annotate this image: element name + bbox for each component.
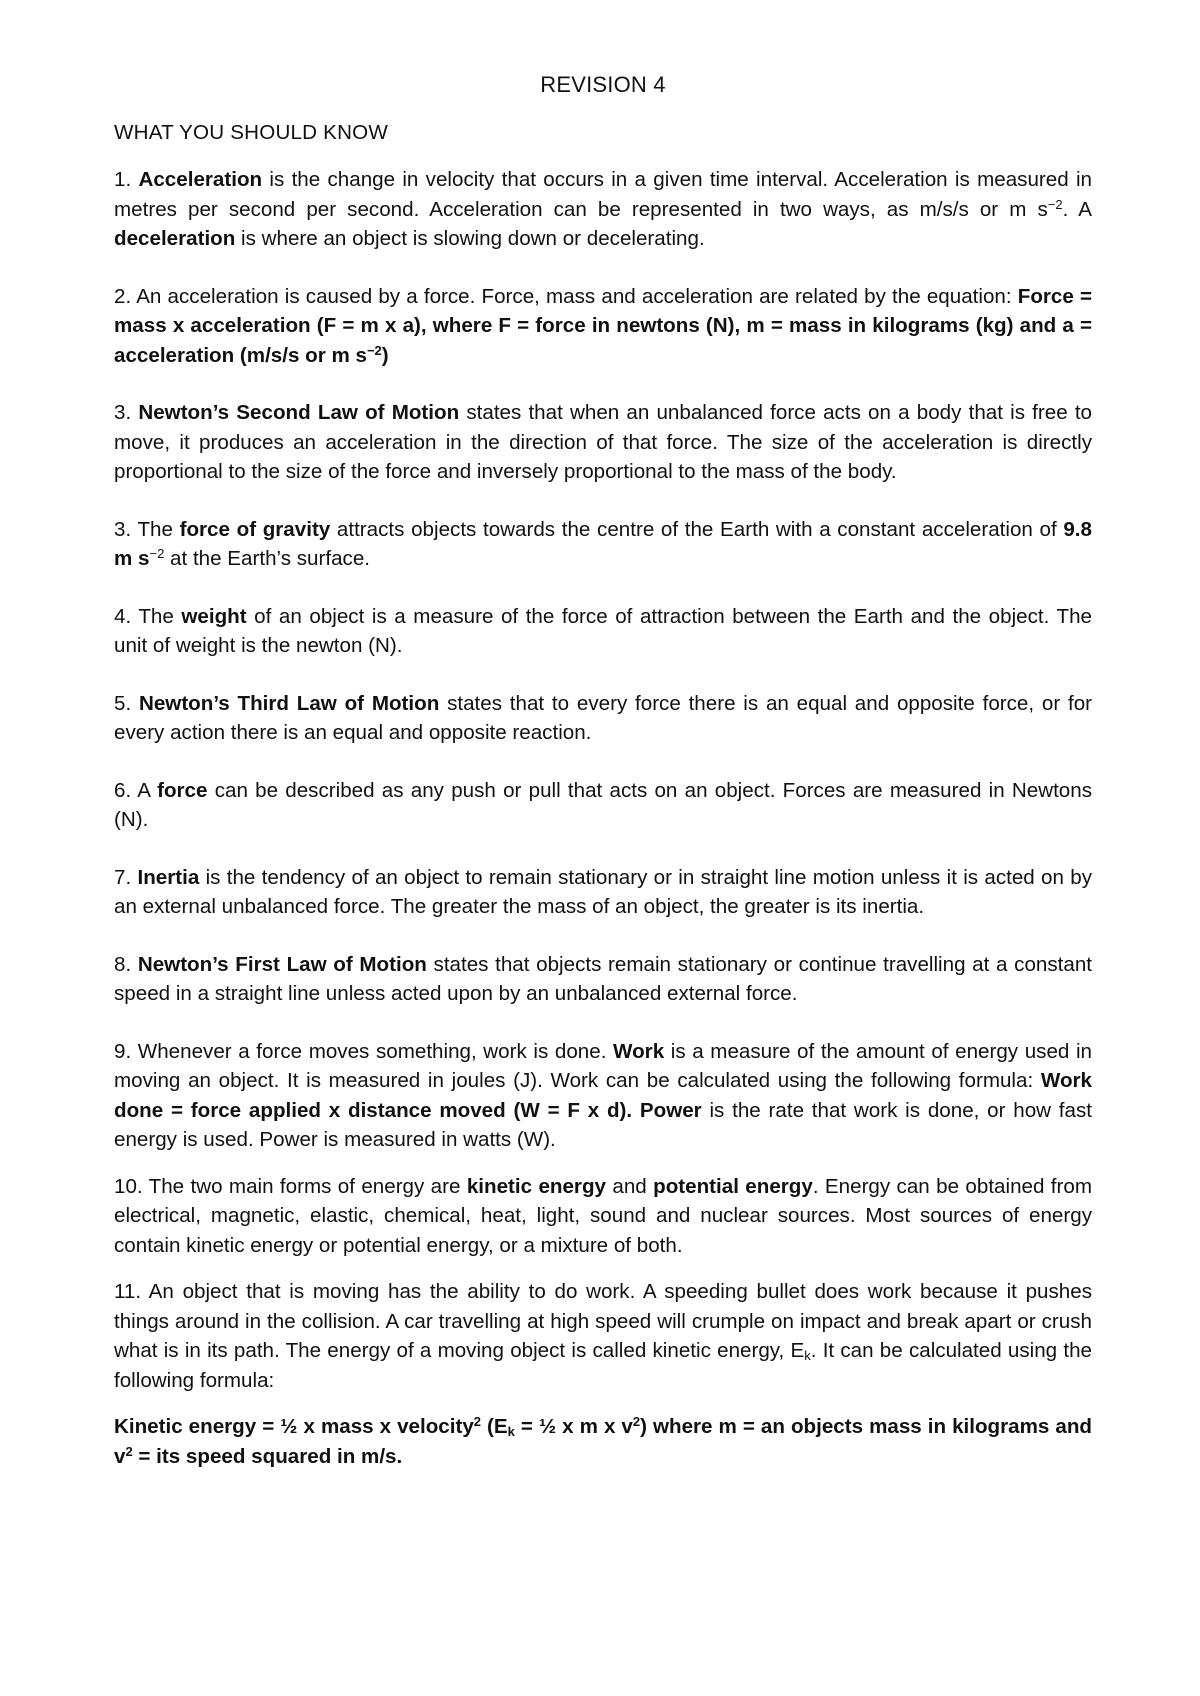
text-run: is where an object is slowing down or decelerating. — [235, 227, 705, 250]
bold-text: Acceleration — [138, 168, 263, 191]
bold-text: potential energy — [653, 1174, 813, 1198]
text-run: 2. An acceleration is caused by a force. Force, mass and acceleration are related by the equation: — [114, 284, 1018, 308]
paragraph — [114, 282, 1092, 371]
paragraph — [114, 1412, 1092, 1471]
bold-text: 2 — [125, 1443, 133, 1459]
text-run: 11. An object that is moving has the ability to do work. A speeding bullet does work because it pushes things around in the collision. A car travelling at high speed will crumple on impact and break apart or crush what is in its path. The energy of a moving object is called kinetic energy, E — [114, 1280, 1092, 1362]
text-run: . It can be calculated using the following formula: — [114, 1339, 1092, 1392]
bold-text: = ½ x m x v — [514, 1415, 633, 1438]
bold-text: (E — [481, 1415, 508, 1438]
paragraph — [114, 689, 1092, 748]
bold-text: ) — [381, 343, 389, 367]
bold-text: Work — [613, 1039, 665, 1063]
text-run: 9. Whenever a force moves something, work is done. — [114, 1039, 614, 1063]
text-run: k — [804, 1348, 811, 1363]
paragraph — [114, 950, 1092, 1009]
text-run: . A — [1062, 197, 1092, 221]
text-run: −2 — [149, 546, 165, 561]
text-run: attracts objects towards the centre of the Earth with a constant acceleration of — [330, 517, 1064, 541]
paragraph — [114, 1037, 1092, 1155]
text-run: states that to every force there is an equal and opposite force, or for every action there is an equal and opposite reaction. — [114, 691, 1093, 744]
text-run: at the Earth’s surface. — [164, 547, 370, 570]
text-run: and — [605, 1174, 654, 1198]
paragraph — [114, 1172, 1092, 1261]
text-run: 7. — [114, 865, 138, 889]
paragraph — [114, 515, 1092, 574]
text-run: 6. A — [114, 778, 158, 802]
bold-text: weight — [181, 604, 247, 628]
paragraph — [114, 776, 1092, 835]
text-run: 3. The — [114, 517, 180, 541]
text-run: is the change in velocity that occurs in a given time interval. Acceleration is measured in metres per second per second. Acceleration can be represented in two ways, as m/s/s or m s — [114, 168, 1092, 221]
text-run: of an object is a measure of the force of attraction between the Earth and the object. The unit of weight is the newton (N). — [114, 604, 1093, 657]
text-run: 4. The — [114, 604, 182, 628]
section-heading: WHAT YOU SHOULD KNOW — [114, 120, 389, 144]
bold-text: −2 — [366, 342, 382, 358]
bold-text: 2 — [473, 1414, 482, 1429]
bold-text: Work done = force applied x distance moved (W = F x d). Power — [114, 1069, 1092, 1122]
text-run: 8. — [114, 952, 138, 976]
bold-text: kinetic energy — [466, 1174, 606, 1198]
bold-text: force of gravity — [179, 517, 331, 541]
text-run: states that objects remain stationary or continue travelling at a constant speed in a straight line unless acted upon by an unbalanced external force. — [114, 952, 1092, 1005]
bold-text: Newton’s First Law of Motion — [137, 952, 427, 976]
text-run: can be described as any push or pull that acts on an object. Forces are measured in Newtons (N). — [114, 778, 1093, 831]
text-run: is a measure of the amount of energy used in moving an object. It is measured in joules (J). Work can be calculated using the following formula: — [114, 1039, 1093, 1092]
text-run: 1. — [114, 168, 139, 191]
bold-text: Force = mass x acceleration (F = m x a), where F = force in newtons (N), m = mass in kilograms (kg) and a = acceleration (m/s/s or m s — [114, 284, 1092, 367]
bold-text: 9.8 m s — [114, 517, 1092, 570]
document-content — [114, 70, 1092, 1499]
text-run: 3. — [114, 401, 139, 424]
bold-text: k — [507, 1424, 515, 1439]
paragraph — [114, 863, 1092, 922]
bold-text: ) where m = an objects mass in kilograms and v — [114, 1415, 1092, 1468]
text-run: is the rate that work is done, or how fast energy is used. Power is measured in watts (W). — [114, 1098, 1092, 1151]
text-run: states that when an unbalanced force acts on a body that is free to move, it produces an acceleration in the direction of that force. The size of the acceleration is directly proportional to the size of the force and inversely proportional to the mass of the body. — [114, 401, 1092, 483]
text-run: −2 — [1047, 196, 1063, 212]
bold-text: Newton’s Third Law of Motion — [138, 691, 440, 715]
text-run: 10. The two main forms of energy are — [114, 1174, 467, 1198]
bold-text: = its speed squared in m/s. — [132, 1444, 403, 1468]
text-run: . Energy can be obtained from electrical, magnetic, elastic, chemical, heat, light, sound and nuclear sources. Most sources of energy contain kinetic energy or potential energy, or a mixture of both. — [114, 1174, 1092, 1257]
paragraph — [114, 398, 1092, 487]
bold-text: Newton’s Second Law of Motion — [138, 401, 460, 424]
text-run: is the tendency of an object to remain stationary or in straight line motion unless it is acted on by an external unbalanced force. The greater the mass of an object, the greater is its inertia. — [114, 865, 1092, 918]
bold-text: Inertia — [137, 865, 200, 889]
bold-text: Kinetic energy = ½ x mass x velocity — [114, 1415, 474, 1438]
paragraph — [114, 165, 1092, 254]
bold-text: force — [157, 778, 208, 802]
paragraph-list — [114, 165, 1092, 1471]
paragraph — [114, 1277, 1092, 1395]
bold-text: 2 — [632, 1414, 641, 1429]
text-run: 5. — [114, 691, 139, 715]
bold-text: deceleration — [114, 227, 236, 250]
document-title: REVISION 4 — [540, 72, 666, 97]
paragraph — [114, 602, 1092, 661]
